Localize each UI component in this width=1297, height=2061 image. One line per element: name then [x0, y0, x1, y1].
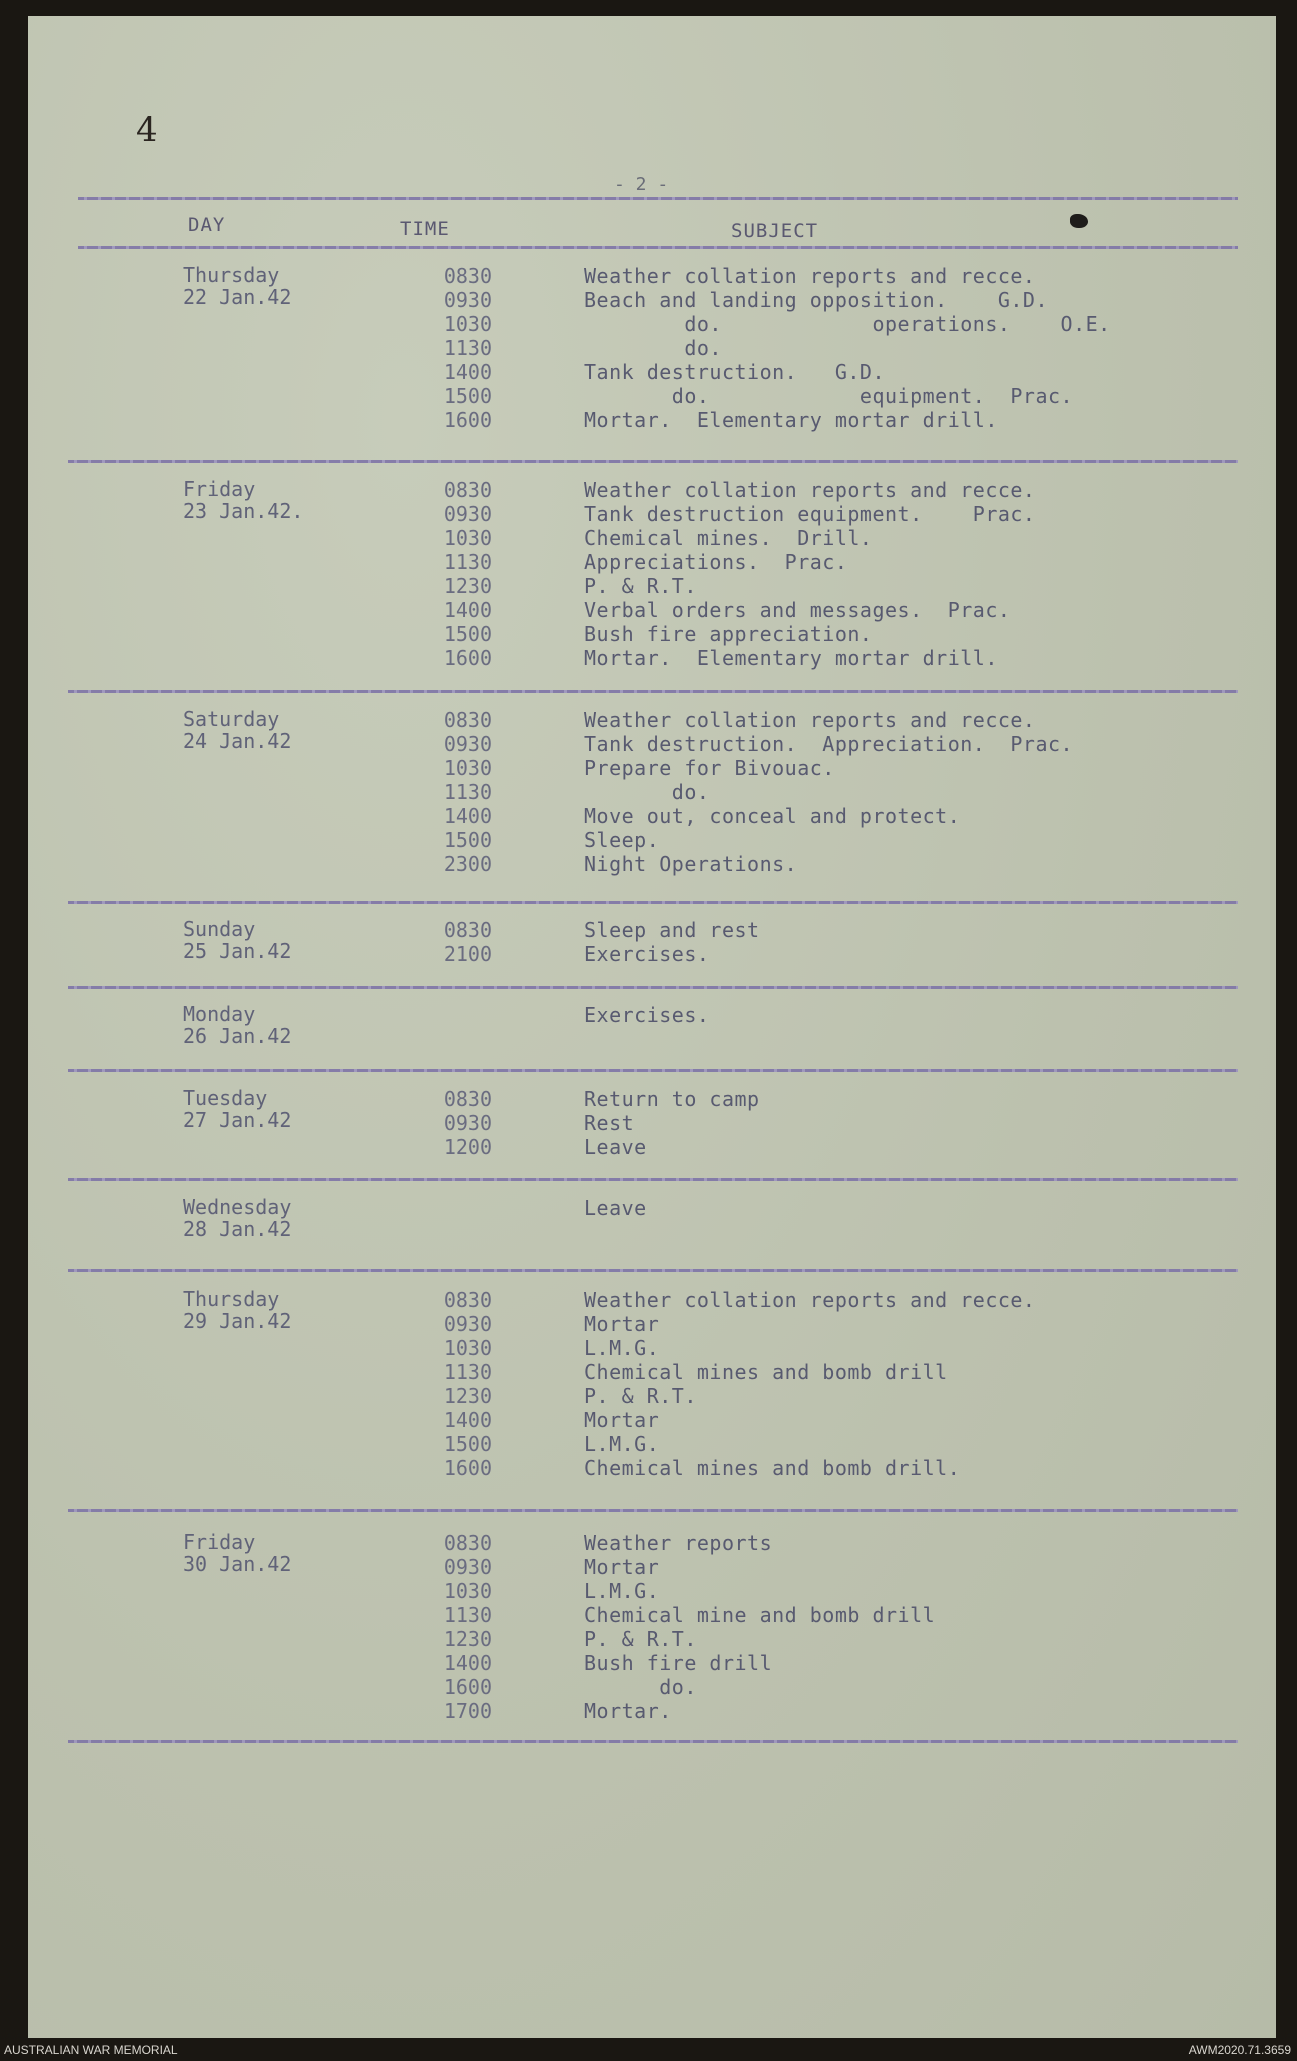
subject-column	[584, 1196, 647, 1220]
subject-entry: Bush fire appreciation.	[584, 622, 873, 646]
time-entry: 0830	[443, 478, 492, 502]
time-entry: 0830	[443, 708, 492, 732]
subject-entry: Mortar	[584, 1555, 660, 1579]
time-entry: 1500	[443, 1432, 492, 1456]
subject-entry: L.M.G.	[584, 1579, 660, 1603]
subject-entry: Exercises.	[584, 1003, 710, 1027]
subject-entry: Chemical mine and bomb drill	[584, 1603, 936, 1627]
block-separator-rule	[68, 1069, 1238, 1072]
time-entry: 0830	[443, 264, 492, 288]
subject-entry: Appreciations. Prac.	[584, 550, 848, 574]
day-cell	[183, 1003, 291, 1047]
day-cell	[183, 264, 291, 308]
subject-entry: Beach and landing opposition. G.D.	[584, 288, 1049, 312]
time-entry: 1030	[443, 756, 492, 780]
time-entry: 1030	[443, 1336, 492, 1360]
subject-entry: Weather collation reports and recce.	[584, 1288, 1036, 1312]
subject-entry: Tank destruction equipment. Prac.	[584, 502, 1036, 526]
time-entry: 0830	[443, 1531, 492, 1555]
day-date: 26 Jan.42	[183, 1024, 292, 1048]
day-cell	[183, 708, 291, 752]
day-cell	[183, 1196, 291, 1240]
time-entry: 1230	[443, 574, 492, 598]
subject-entry: Bush fire drill	[584, 1651, 773, 1675]
header-top-rule	[78, 197, 1238, 200]
subject-entry: Chemical mines and bomb drill	[584, 1360, 948, 1384]
time-entry: 0930	[443, 1555, 492, 1579]
time-entry: 0930	[443, 732, 492, 756]
block-separator-rule	[68, 986, 1238, 989]
time-entry: 0930	[443, 502, 492, 526]
time-entry: 1400	[443, 804, 492, 828]
day-cell	[183, 478, 303, 522]
subject-entry: Leave	[584, 1135, 647, 1159]
day-date: 23 Jan.42.	[183, 499, 304, 523]
time-entry: 1130	[443, 550, 492, 574]
time-entry: 0930	[443, 288, 492, 312]
subject-entry: Weather collation reports and recce.	[584, 264, 1036, 288]
subject-column	[584, 478, 1035, 670]
block-separator-rule	[68, 460, 1238, 463]
time-entry: 2100	[443, 942, 492, 966]
column-header-time: TIME	[400, 218, 450, 240]
time-entry: 0830	[443, 1288, 492, 1312]
time-column	[424, 1087, 492, 1159]
subject-column	[584, 1288, 1035, 1480]
time-column	[424, 264, 492, 432]
time-entry: 1030	[443, 526, 492, 550]
day-name: Saturday	[183, 707, 280, 731]
subject-entry: Mortar	[584, 1312, 660, 1336]
time-entry: 0930	[443, 1111, 492, 1135]
subject-column	[584, 708, 1073, 876]
day-date: 30 Jan.42	[183, 1552, 292, 1576]
subject-entry: Weather collation reports and recce.	[584, 708, 1036, 732]
time-entry: 1500	[443, 622, 492, 646]
day-date: 22 Jan.42	[183, 285, 292, 309]
subject-entry: Chemical mines. Drill.	[584, 526, 873, 550]
subject-entry: Exercises.	[584, 942, 710, 966]
subject-entry: do.	[584, 1675, 697, 1699]
footer-source: AUSTRALIAN WAR MEMORIAL	[4, 2043, 178, 2057]
time-entry: 1130	[443, 336, 492, 360]
day-date: 25 Jan.42	[183, 939, 292, 963]
subject-entry: Leave	[584, 1196, 647, 1220]
subject-entry: P. & R.T.	[584, 574, 697, 598]
time-entry: 1230	[443, 1384, 492, 1408]
day-date: 28 Jan.42	[183, 1217, 292, 1241]
time-entry: 1230	[443, 1627, 492, 1651]
time-column	[424, 1531, 492, 1723]
time-entry: 0930	[443, 1312, 492, 1336]
block-separator-rule	[68, 1269, 1238, 1272]
time-column	[424, 478, 492, 670]
time-entry: 1400	[443, 1651, 492, 1675]
subject-entry: Night Operations.	[584, 852, 798, 876]
subject-entry: do. equipment. Prac.	[584, 384, 1074, 408]
time-column	[424, 1288, 492, 1480]
day-date: 29 Jan.42	[183, 1309, 292, 1333]
time-entry: 1600	[443, 1456, 492, 1480]
time-entry: 1600	[443, 408, 492, 432]
subject-entry: do.	[584, 336, 722, 360]
subject-entry: Tank destruction. G.D.	[584, 360, 885, 384]
subject-entry: Chemical mines and bomb drill.	[584, 1456, 961, 1480]
time-column	[424, 708, 492, 876]
day-name: Tuesday	[183, 1086, 268, 1110]
footer-accession: AWM2020.71.3659	[1188, 2043, 1291, 2057]
subject-entry: Mortar. Elementary mortar drill.	[584, 646, 998, 670]
day-date: 27 Jan.42	[183, 1108, 292, 1132]
time-column	[424, 918, 492, 966]
subject-entry: L.M.G.	[584, 1336, 660, 1360]
time-entry: 1030	[443, 1579, 492, 1603]
day-name: Monday	[183, 1002, 256, 1026]
subject-column	[584, 1003, 709, 1027]
subject-entry: Return to camp	[584, 1087, 760, 1111]
day-name: Friday	[183, 1530, 256, 1554]
day-cell	[183, 1087, 291, 1131]
time-entry: 1130	[443, 1360, 492, 1384]
day-cell	[183, 1531, 291, 1575]
subject-entry: Sleep.	[584, 828, 660, 852]
subject-entry: Prepare for Bivouac.	[584, 756, 835, 780]
day-cell	[183, 1288, 291, 1332]
time-entry: 1130	[443, 1603, 492, 1627]
subject-entry: Mortar.	[584, 1699, 672, 1723]
header-bottom-rule	[78, 246, 1238, 249]
subject-entry: Mortar. Elementary mortar drill.	[584, 408, 998, 432]
subject-entry: Sleep and rest	[584, 918, 760, 942]
time-entry: 1200	[443, 1135, 492, 1159]
ink-blot	[1070, 214, 1088, 228]
block-separator-rule	[68, 690, 1238, 693]
day-name: Wednesday	[183, 1195, 292, 1219]
day-cell	[183, 918, 291, 962]
subject-column	[584, 264, 1111, 432]
document-sheet	[28, 16, 1276, 2038]
block-separator-rule	[68, 1740, 1238, 1743]
subject-column	[584, 1087, 760, 1159]
subject-entry: do.	[584, 780, 710, 804]
day-date: 24 Jan.42	[183, 729, 292, 753]
subject-entry: Move out, conceal and protect.	[584, 804, 961, 828]
subject-entry: do. operations. O.E.	[584, 312, 1111, 336]
day-name: Sunday	[183, 917, 256, 941]
block-separator-rule	[68, 1178, 1238, 1181]
column-header-subject: SUBJECT	[731, 220, 819, 242]
time-entry: 0830	[443, 1087, 492, 1111]
time-entry: 1500	[443, 384, 492, 408]
subject-column	[584, 918, 760, 966]
time-entry: 0830	[443, 918, 492, 942]
time-entry: 1700	[443, 1699, 492, 1723]
handwritten-mark: 4	[136, 110, 158, 150]
subject-entry: L.M.G.	[584, 1432, 660, 1456]
column-header-day: DAY	[188, 214, 226, 236]
page-number: - 2 -	[614, 174, 669, 195]
time-entry: 1500	[443, 828, 492, 852]
subject-entry: P. & R.T.	[584, 1384, 697, 1408]
time-entry: 1600	[443, 1675, 492, 1699]
time-entry: 1600	[443, 646, 492, 670]
block-separator-rule	[68, 901, 1238, 904]
day-name: Thursday	[183, 263, 280, 287]
block-separator-rule	[68, 1509, 1238, 1512]
subject-entry: Mortar	[584, 1408, 660, 1432]
time-entry: 1400	[443, 360, 492, 384]
subject-entry: Verbal orders and messages. Prac.	[584, 598, 1011, 622]
day-name: Friday	[183, 477, 256, 501]
time-entry: 1400	[443, 598, 492, 622]
time-entry: 1130	[443, 780, 492, 804]
subject-entry: Tank destruction. Appreciation. Prac.	[584, 732, 1074, 756]
subject-entry: Rest	[584, 1111, 635, 1135]
time-entry: 1400	[443, 1408, 492, 1432]
subject-column	[584, 1531, 935, 1723]
subject-entry: Weather collation reports and recce.	[584, 478, 1036, 502]
subject-entry: Weather reports	[584, 1531, 773, 1555]
time-entry: 1030	[443, 312, 492, 336]
subject-entry: P. & R.T.	[584, 1627, 697, 1651]
time-entry: 2300	[443, 852, 492, 876]
day-name: Thursday	[183, 1287, 280, 1311]
